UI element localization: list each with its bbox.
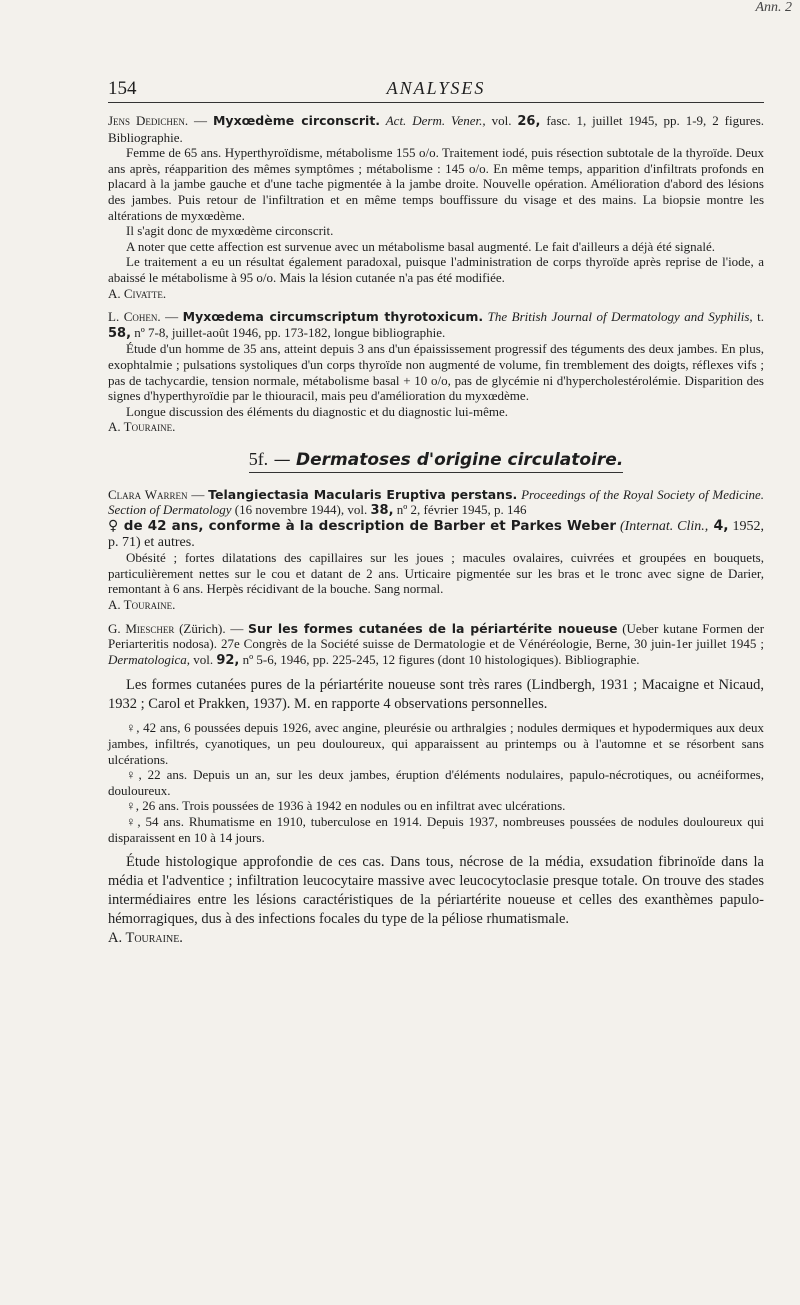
miescher-cases xyxy=(108,720,764,845)
article-title: Myxœdema circumscriptum thyrotoxicum. xyxy=(182,309,484,325)
paragraph: Étude d'un homme de 35 ans, atteint depuis 3 ans d'un épaississement progressif des téguments des deux jambes. En plus, exophtalmie ; pulsations systoliques d'un corps thyroïde non augmenté de volume, fin tremblement des doigts, réflexes vifs ; pas de tachycardie, tension normale, métabolisme basal + 10 o/o, pas de glycémie ni d'hypercholestérolémie. Disparition des signes d'hyperthyroïdie par le thiouracil, mais peu d'amélioration du myxœdème. xyxy=(108,341,764,404)
author: Jens Dedichen. xyxy=(108,113,189,128)
journal: The British Journal of Dermatology and Syphilis, xyxy=(483,309,753,325)
female-symbol: ♀ xyxy=(108,518,119,535)
paragraph: Le traitement a eu un résultat également paradoxal, puisque l'administration de corps thyroïde après reprise de l'iode, a abaissé le métabolisme à 95 o/o. Mais la lésion cutanée n'a pas été modifiée. xyxy=(108,254,764,285)
article-title: Sur les formes cutanées de la périartérite noueuse xyxy=(248,620,618,636)
paragraph: Les formes cutanées pures de la périartérite noueuse sont très rares (Lindbergh, 1931 ; Macaigne et Nicaud, 1932 ; Carol et Prakken, 1937). M. en rapporte 4 observations personnelles. xyxy=(108,677,764,713)
abstract-miescher xyxy=(108,621,764,669)
case-item: ♀, 26 ans. Trois poussées de 1936 à 1942 en nodules ou en infiltrat avec ulcérations. xyxy=(126,798,566,814)
citation: Jens Dedichen. — Myxœdème circonscrit. Act. Derm. Vener., vol. 26, fasc. 1, juillet 1945, pp. 1-9, 2 figures. Bibliographie. xyxy=(108,113,764,145)
citation: Clara Warren — Telangiectasia Macularis Eruptiva perstans. Proceedings of the Royal Society of Medicine. Section of Dermatology (16 novembre 1944), vol. 38, nº 2, février 1945, p. 146 xyxy=(108,486,765,519)
case-item: ♀, 42 ans, 6 poussées depuis 1926, avec angine, pleurésie ou arthralgies ; nodules dermiques et hypodermiques aux deux jambes, infiltrés, cyanotiques, un peu douloureux, qui apparaissent au printemps ou à l'automne et se résorbent sans ulcérations. xyxy=(108,720,764,767)
signature: A. Touraine. xyxy=(108,930,183,947)
paragraph: Femme de 65 ans. Hyperthyroïdisme, métabolisme 155 o/o. Traitement iodé, puis résection subtotale de la thyroïde. Deux ans après, réapparition des mêmes symptômes ; métabolisme : 145 o/o. En même temps, apparition d'infiltrats profonds en placard à la jambe gauche et d'une tache pigmentée à la jambe droite. Nouvelle opération. Amélioration d'abord des lésions des jambes. Puis retour de l'infiltration et en même temps bouffissure du visage et des mains. La biopsie montre les altérations de myxœdème. xyxy=(108,145,764,223)
paragraph: Étude histologique approfondie de ces cas. Dans tous, nécrose de la média, exsudation fibrinoïde dans la média et l'adventice ; infiltration leucocytaire massive avec leucocytoclasie presque totale. On trouve des stades intermédiaires entre les lésions caractéristiques de la périartérite noueuse et celles des exanthèmes papulo-hémorragiques, dus à des infections focales du type de la péliose rhumatismale. xyxy=(108,854,764,928)
abstract-warren xyxy=(108,487,764,613)
paragraph: Obésité ; fortes dilatations des capillaires sur les joues ; macules ovalaires, cuivrées et groupées en bouquets, particulièrement nettes sur le cou et datant de 2 ans. Urticaire pigmentée sur les bras et le tronc avec signe de Darier, remontant à 6 ans. Herpès récidivant de la bouche. Sang normal. xyxy=(108,550,764,597)
signature: A. Touraine. xyxy=(108,597,176,613)
case-item: ♀, 54 ans. Rhumatisme en 1910, tuberculose en 1914. Depuis 1937, nombreuses poussées de nodules douloureux qui disparaissent en 10 à 14 jours. xyxy=(108,813,764,845)
section-number: 5f. xyxy=(248,448,269,469)
section-label: Dermatoses d'origine circulatoire. xyxy=(296,449,624,470)
author: G. Miescher xyxy=(108,620,175,636)
volume: 58, xyxy=(108,325,132,341)
volume: 92, xyxy=(216,652,240,668)
author: L. Cohen. xyxy=(108,309,161,325)
page-number: 154 xyxy=(108,78,137,99)
paragraph: A noter que cette affection est survenue avec un métabolisme basal augmenté. Le fait d'ailleurs a déjà été signalé. xyxy=(126,238,716,254)
case-item: ♀, 22 ans. Depuis un an, sur les deux jambes, éruption d'éléments nodulaires, papulo-nécrotiques, ou acnéiformes, douloureux. xyxy=(108,767,764,798)
journal: Proceedings of the Royal Society of Medicine. Section of Dermatology xyxy=(108,486,765,518)
article-title: Telangiectasia Macularis Eruptiva perstans. xyxy=(208,486,518,502)
journal: Dermatologica, xyxy=(108,651,190,667)
page-header xyxy=(108,58,764,102)
running-title: ANALYSES xyxy=(386,78,486,98)
volume: 38, xyxy=(370,503,394,519)
abstract-dedichen xyxy=(108,113,764,301)
citation: L. Cohen. — Myxœdema circumscriptum thyrotoxicum. The British Journal of Dermatology and Syphilis, t. 58, nº 7-8, juillet-août 1946, pp. 173-182, longue bibliographie. xyxy=(108,309,765,341)
header-rule xyxy=(108,102,764,103)
miescher-intro xyxy=(108,676,764,714)
journal: Act. Derm. Vener., xyxy=(380,113,486,128)
author: Clara Warren xyxy=(108,486,188,502)
miescher-conclusion xyxy=(108,853,764,948)
abstract-cohen xyxy=(108,309,764,435)
page xyxy=(108,58,764,956)
paragraph: Il s'agit donc de myxœdème circonscrit. xyxy=(126,223,334,239)
signature: A. Touraine. xyxy=(108,419,176,435)
citation: G. Miescher (Zürich). — Sur les formes cutanées de la périartérite noueuse (Ueber kutane Formen der Periarteritis nodosa). 27e Congrès de la Société suisse de Dermatologie et de Vénéréologie, Berne, 30 juin-1er juillet 1945 ; Dermatologica, vol. 92, nº 5-6, 1946, pp. 225-245, 12 figures (dont 10 histologiques). Bibliographie. xyxy=(108,620,765,668)
signature: A. Civatte. xyxy=(108,285,167,301)
volume: 26, xyxy=(517,114,541,129)
article-title: Myxœdème circonscrit. xyxy=(212,113,381,128)
paragraph: Longue discussion des éléments du diagnostic et du diagnostic lui-même. xyxy=(126,403,508,419)
lead-line: ♀ de 42 ans, conforme à la description de Barber et Parkes Weber (Internat. Clin., 4, 1952, p. 71) et autres. xyxy=(108,518,765,550)
section-heading: 5f. — Dermatoses d'origine circulatoire. xyxy=(108,449,764,473)
corner-note: Ann. 2 xyxy=(755,0,792,15)
